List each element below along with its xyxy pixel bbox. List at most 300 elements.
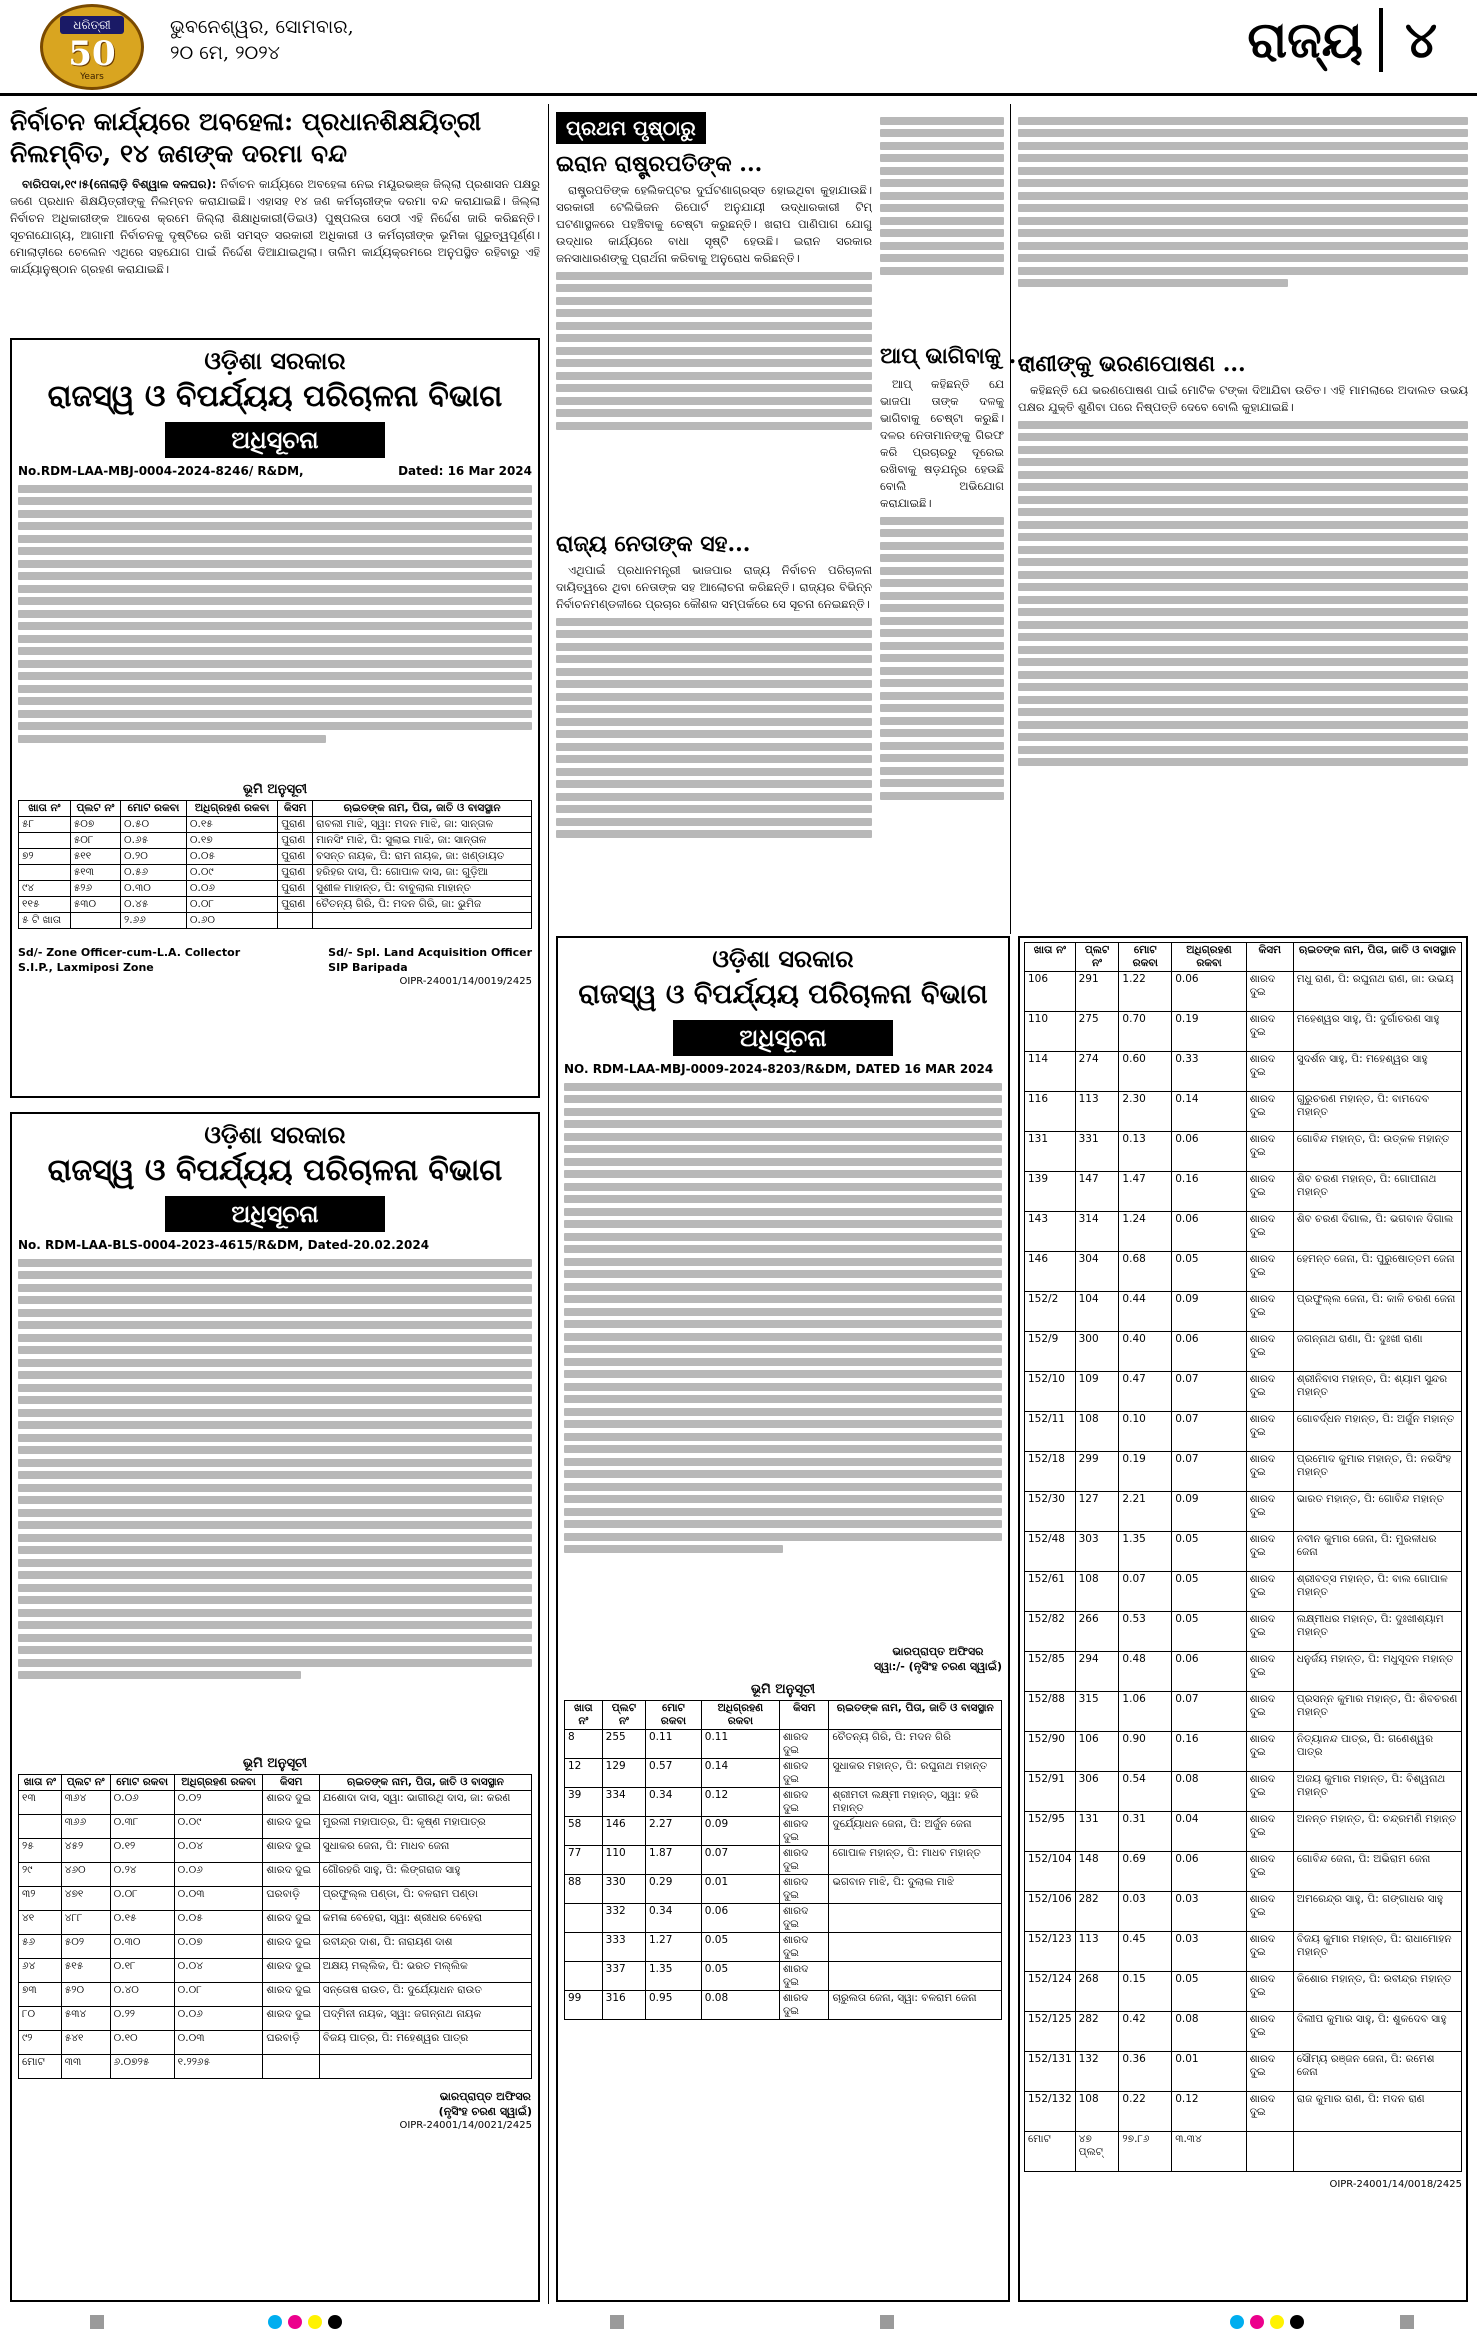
table-cell: ଗୋବର୍ଦ୍ଧନ ମହାନ୍ତ, ପି: ଅର୍ଜୁନ ମହାନ୍ତ	[1293, 1412, 1461, 1452]
table-cell: ୦.୧୫	[186, 817, 277, 833]
notice3-sign: ଭାରପ୍ରାପ୍ତ ଅଫିସର	[892, 1645, 984, 1658]
table-row	[1025, 1932, 1462, 1972]
table-cell: ପୁରାଣ	[278, 849, 313, 865]
table-row	[19, 1791, 532, 1815]
column-rule	[548, 104, 549, 2304]
table-header-cell: କିସମ	[278, 801, 313, 817]
table-cell: 0.09	[701, 1817, 779, 1846]
schedule-code: OIPR-24001/14/0018/2425	[1329, 2179, 1462, 2190]
table-cell: ୩୩	[61, 2055, 110, 2079]
table-cell: ୦.୦୯	[186, 865, 277, 881]
table-row	[1025, 1092, 1462, 1132]
table-cell: ସୁଧାକର ଜେନା, ପି: ମାଧବ ଜେନା	[319, 1839, 531, 1863]
table-cell: ଘରବାଡ଼ି	[263, 1887, 319, 1911]
table-cell: ୫୬	[19, 1935, 62, 1959]
table-cell: ଶାରଦ ଦୁଇ	[1246, 1612, 1293, 1652]
table-cell: ୯୨	[19, 2031, 62, 2055]
table-cell: 0.01	[1172, 2052, 1246, 2092]
table-cell: 152/95	[1025, 1812, 1076, 1852]
print-cyan-mark	[1230, 2315, 1244, 2329]
table-cell	[829, 1904, 1002, 1933]
story1-body	[556, 182, 872, 542]
table-row	[1025, 1892, 1462, 1932]
table-cell: 127	[1075, 1492, 1119, 1532]
table-cell: ଅନନ୍ତ ମହାନ୍ତ, ପି: ଚନ୍ଦ୍ରମଣି ମହାନ୍ତ	[1293, 1812, 1461, 1852]
lead-article	[10, 176, 540, 326]
table-cell: 1.35	[646, 1962, 702, 1991]
table-header-cell: ମୋଟ ରକବା	[646, 1701, 702, 1730]
table-cell: 0.06	[1172, 1652, 1246, 1692]
table-cell: ଚୈତନ୍ୟ ଗିରି, ପି: ମଦନ ଗିରି	[829, 1730, 1002, 1759]
table-header-cell: ଋଇତଙ୍କ ନାମ, ପିତା, ଜାତି ଓ ବାସସ୍ଥାନ	[829, 1701, 1002, 1730]
table-row	[1025, 1612, 1462, 1652]
story3-body	[880, 376, 1004, 932]
table-row	[19, 881, 532, 897]
table-cell: ୧୧୫	[19, 897, 71, 913]
lead-body: ନିର୍ବାଚନ କାର୍ଯ୍ୟରେ ଅବହେଳା ନେଇ ମୟୂରଭଞ୍ଜ ଜିଲ୍ଲା ପ୍ରଶାସନ ପକ୍ଷରୁ ଜଣେ ପ୍ରଧାନ ଶିକ୍ଷୟିତ୍ରୀଙ୍କୁ ନିଲମ୍ବନ କରାଯାଇଛି। ଏହାସହ ୧୪ ଜଣ କର୍ମଚାରୀଙ୍କ ଦରମା ବନ୍ଦ କରାଯାଇଛି। ଜିଲ୍ଲା ନିର୍ବାଚନ ଅଧିକାରୀଙ୍କ ଆଦେଶ କ୍ରମେ ଜିଲ୍ଲା ଶିକ୍ଷାଧିକାରୀ(ଡିଇଓ) ପୁଷ୍ପଲତା ସେଠୀ ଏହି ନିର୍ଦ୍ଦେଶ ଜାରି କରିଛନ୍ତି। ସୂଚନାଯୋଗ୍ୟ, ଆଗାମୀ ନିର୍ବାଚନକୁ ଦୃଷ୍ଟିରେ ରଖି ସମସ୍ତ ସରକାରୀ ଅଧିକାରୀ ଓ କର୍ମଚାରୀଙ୍କ ଭୂମିକା ଗୁରୁତ୍ୱପୂର୍ଣ୍ଣ। ମୋଲାଡ଼ୀରେ ଚେଲେନ ଏଥିରେ ସହଯୋଗ ପାଇଁ ନିର୍ଦ୍ଦେଶ ଦିଆଯାଇଥିଲା। ତାଲିମ କାର୍ଯ୍ୟକ୍ରମରେ ଅନୁପସ୍ଥିତ ରହିବାରୁ ଏହି କାର୍ଯ୍ୟାନୁଷ୍ଠାନ ଗ୍ରହଣ କରାଯାଇଛି।	[10, 177, 540, 276]
table-cell: ୦.୨୪	[110, 1863, 174, 1887]
table-cell: ଶାରଦ ଦୁଇ	[779, 1962, 829, 1991]
table-cell: 0.22	[1119, 2092, 1172, 2132]
table-row	[1025, 1852, 1462, 1892]
table-cell: 0.53	[1119, 1612, 1172, 1652]
table-cell: 152/124	[1025, 1972, 1076, 2012]
table-cell: ୨.୬୬	[121, 913, 187, 929]
story1-more-text	[556, 267, 872, 434]
table-cell: 291	[1075, 972, 1119, 1012]
print-cyan-mark	[268, 2315, 282, 2329]
table-row	[1025, 1572, 1462, 1612]
table-cell: ଶାରଦ ଦୁଇ	[779, 1875, 829, 1904]
notice3-ref-line	[564, 1060, 1002, 1078]
table-cell: ୩.୩୪	[1172, 2132, 1246, 2172]
table-header-cell: ଋଇତଙ୍କ ନାମ, ପିତା, ଜାତି ଓ ବାସସ୍ଥାନ	[319, 1775, 531, 1791]
table-cell: ଶାରଦ ଦୁଇ	[1246, 1772, 1293, 1812]
table-cell: ଶାରଦ ଦୁଇ	[1246, 2012, 1293, 2052]
table-header-cell: ପ୍ଲଟ ନଂ	[70, 801, 120, 817]
print-gray-mark	[1400, 2315, 1414, 2329]
table-cell: 0.10	[1119, 1412, 1172, 1452]
table-cell: 0.05	[1172, 1532, 1246, 1572]
table-cell: 0.29	[646, 1875, 702, 1904]
table-cell: 282	[1075, 1892, 1119, 1932]
notice2-code: OIPR-24001/14/0021/2425	[399, 2120, 532, 2131]
table-cell: 99	[565, 1991, 603, 2020]
table-cell: ୦.୦୭	[174, 1935, 263, 1959]
table-cell: ୫ ଟି ଖାତା	[19, 913, 71, 929]
table-cell: ଶାରଦ ଦୁଇ	[1246, 1932, 1293, 1972]
table-cell: ଶାରଦ ଦୁଇ	[1246, 1012, 1293, 1052]
table-cell: 268	[1075, 1972, 1119, 2012]
print-yellow-mark	[1270, 2315, 1284, 2329]
table-row	[19, 1935, 532, 1959]
notice2-schedule-title: ଭୂମି ଅନୁସୂଚୀ	[242, 1756, 308, 1771]
table-cell: ମୋଟ	[19, 2055, 62, 2079]
table-cell: ଶାରଦ ଦୁଇ	[1246, 1292, 1293, 1332]
table-cell: 0.08	[1172, 2012, 1246, 2052]
print-magenta-mark	[1250, 2315, 1264, 2329]
table-header-cell: କିସମ	[1246, 943, 1293, 972]
table-row	[565, 1904, 1002, 1933]
table-cell: ୨୫	[19, 1839, 62, 1863]
table-cell: ଶାରଦ ଦୁଇ	[1246, 1692, 1293, 1732]
table-cell: ୮୦	[19, 2007, 62, 2031]
notice2-table	[18, 1774, 532, 2079]
table-cell: 152/106	[1025, 1892, 1076, 1932]
notice1-ref-line	[18, 462, 532, 480]
table-cell: 0.08	[701, 1991, 779, 2020]
table-cell: ୦.୫୬	[121, 865, 187, 881]
table-header-cell: ପ୍ଲଟ ନଂ	[1075, 943, 1119, 972]
table-header-row	[19, 801, 532, 817]
notice2-sign2: (ନୃସିଂହ ଚରଣ ସ୍ୱାଇଁ)	[438, 2105, 532, 2118]
table-cell: 77	[565, 1846, 603, 1875]
table-cell: ସୁଧାକର ମହାନ୍ତ, ପି: ରଘୁନାଥ ମହାନ୍ତ	[829, 1759, 1002, 1788]
table-cell: ଶାରଦ ଦୁଇ	[263, 1815, 319, 1839]
table-cell: ପ୍ରସନ୍ନ କୁମାର ମହାନ୍ତ, ପି: ଶିବଚରଣ ମହାନ୍ତ	[1293, 1692, 1461, 1732]
table-cell: ୦.୦୬	[186, 881, 277, 897]
anniversary-logo	[40, 4, 144, 90]
table-cell: 131	[1075, 1812, 1119, 1852]
table-cell: 0.05	[1172, 1252, 1246, 1292]
table-cell	[565, 1962, 603, 1991]
table-cell: 146	[1025, 1252, 1076, 1292]
table-row	[1025, 1812, 1462, 1852]
table-cell: ୦.୦୮	[110, 1887, 174, 1911]
table-row	[565, 1962, 1002, 1991]
table-cell: ମୁରଲୀ ମହାପାତ୍ର, ପି: କୃଷ୍ଣ ମହାପାତ୍ର	[319, 1815, 531, 1839]
table-cell: 0.90	[1119, 1732, 1172, 1772]
table-cell: 108	[1075, 1412, 1119, 1452]
table-header-cell: ମୋଟ ରକବା	[1119, 943, 1172, 972]
notice1-signatures	[18, 945, 532, 975]
table-cell: ଶାରଦ ଦୁଇ	[1246, 1092, 1293, 1132]
table-cell: ୬୪	[19, 1959, 62, 1983]
table-row	[1025, 1172, 1462, 1212]
table-cell: ଶ୍ରୀନିବାସ ମହାନ୍ତ, ପି: ଶ୍ୟାମ ସୁନ୍ଦର ମହାନ୍ତ	[1293, 1372, 1461, 1412]
table-cell: 152/90	[1025, 1732, 1076, 1772]
table-cell: 331	[1075, 1132, 1119, 1172]
column-continuation	[880, 112, 1004, 342]
table-cell: 0.07	[701, 1846, 779, 1875]
column4-text	[1018, 112, 1468, 292]
table-cell: 106	[1075, 1732, 1119, 1772]
table-cell: 106	[1025, 972, 1076, 1012]
table-cell: ଶିବ ଚରଣ ମହାନ୍ତ, ପି: ଗୋପୀନାଥ ମହାନ୍ତ	[1293, 1172, 1461, 1212]
story3-more-text	[880, 512, 1004, 804]
table-cell: ଶାରଦ ଦୁଇ	[1246, 1492, 1293, 1532]
story4-text: କହିଛନ୍ତି ଯେ ଭରଣପୋଷଣ ପାଇଁ ମୋଟିକ ଟଙ୍କା ଦିଆଯିବା ଉଚିତ। ଏହି ମାମଲାରେ ଅଦାଲତ ଉଭୟ ପକ୍ଷର ଯୁକ୍ତି ଶୁଣିବା ପରେ ନିଷ୍ପତ୍ତି ଦେବେ ବୋଲି କୁହାଯାଇଛି।	[1018, 383, 1468, 414]
table-cell: ଭଗବାନ ମାଝି, ପି: ଦୁଲାଲ ମାଝି	[829, 1875, 1002, 1904]
dateline	[170, 14, 354, 66]
table-cell: 0.14	[701, 1759, 779, 1788]
table-cell: 0.12	[701, 1788, 779, 1817]
table-cell: ୦.୦୬	[110, 1791, 174, 1815]
table-cell: ଲକ୍ଷ୍ମୀଧର ମହାନ୍ତ, ପି: ଦୁଃଖୀଶ୍ୟାମ ମହାନ୍ତ	[1293, 1612, 1461, 1652]
table-row	[565, 1759, 1002, 1788]
table-cell: ପୁରାଣ	[278, 897, 313, 913]
table-cell: 8	[565, 1730, 603, 1759]
print-magenta-mark	[288, 2315, 302, 2329]
table-cell: ୪୧	[19, 1911, 62, 1935]
table-cell: 0.07	[1172, 1692, 1246, 1732]
table-row	[19, 2055, 532, 2079]
table-cell: ବସନ୍ତ ନାୟକ, ପି: ରାମ ନାୟକ, ଜା: ଖଣ୍ଡାୟତ	[313, 849, 532, 865]
logo-years-label: Years	[80, 72, 104, 82]
table-cell: ୯୪	[19, 881, 71, 897]
table-cell	[70, 913, 120, 929]
table-cell: ଶାରଦ ଦୁଇ	[779, 1788, 829, 1817]
table-cell: 304	[1075, 1252, 1119, 1292]
table-header-cell: ପ୍ଲଟ ନଂ	[61, 1775, 110, 1791]
table-cell: ହରିହର ଦାସ, ପି: ଗୋପାଳ ଦାସ, ଜା: ଗୁଡ଼ିଆ	[313, 865, 532, 881]
table-cell: ୨୯	[19, 1863, 62, 1887]
table-header-cell: ଖାତା ନଂ	[1025, 943, 1076, 972]
table-cell: 152/18	[1025, 1452, 1076, 1492]
table-row	[1025, 2012, 1462, 2052]
table-cell	[565, 1933, 603, 1962]
table-cell: ଶାରଦ ଦୁଇ	[1246, 1412, 1293, 1452]
table-cell: ଶାରଦ ଦୁଇ	[263, 1911, 319, 1935]
table-cell: 116	[1025, 1092, 1076, 1132]
table-cell: 131	[1025, 1132, 1076, 1172]
table-row	[1025, 1252, 1462, 1292]
table-cell: କମଳା ବେହେରା, ସ୍ୱା: ଶ୍ରୀଧର ବେହେରା	[319, 1911, 531, 1935]
table-cell: ଶାରଦ ଦୁଇ	[1246, 1172, 1293, 1212]
table-cell: ୪୮୮	[61, 1911, 110, 1935]
table-cell: 274	[1075, 1052, 1119, 1092]
table-cell: ହେମନ୍ତ ଜେନା, ପି: ପୁରୁଷୋତ୍ତମ ଜେନା	[1293, 1252, 1461, 1292]
notice3-table	[564, 1700, 1002, 2020]
table-cell: 332	[602, 1904, 645, 1933]
table-cell: ୫୪୧	[61, 2031, 110, 2055]
table-cell: ୨୭.୮୬	[1119, 2132, 1172, 2172]
table-cell: ସୌମ୍ୟ ରଞ୍ଜନ ଜେନା, ପି: ରମେଶ ଜେନା	[1293, 2052, 1461, 2092]
schedule-table	[1024, 942, 1462, 2172]
notice-box-2	[10, 1112, 540, 2302]
table-cell: 152/123	[1025, 1932, 1076, 1972]
table-cell: ୦.୦୩	[174, 2031, 263, 2055]
table-row	[1025, 1532, 1462, 1572]
table-cell: ଶାରଦ ଦୁଇ	[263, 1935, 319, 1959]
table-cell: 152/11	[1025, 1412, 1076, 1452]
table-cell: 0.13	[1119, 1132, 1172, 1172]
table-cell: ଶାରଦ ଦୁଇ	[263, 2007, 319, 2031]
table-row	[1025, 1292, 1462, 1332]
lead-dateline: ବାରିପଦା,୧୯।୫(ନୋଲାଡ଼ି ବିଶ୍ୱାଳ ଦଳଘର):	[22, 177, 217, 191]
table-cell: 303	[1075, 1532, 1119, 1572]
table-row	[1025, 1212, 1462, 1252]
front-page-kicker: ପ୍ରଥମ ପୃଷ୍ଠାରୁ	[556, 112, 706, 144]
table-cell: 0.06	[1172, 1332, 1246, 1372]
table-cell: 152/2	[1025, 1292, 1076, 1332]
dateline-date: ୨୦ ମେ, ୨୦୨୪	[170, 42, 280, 64]
notice1-body-text	[18, 480, 532, 780]
section-name: ରାଜ୍ୟ	[1247, 10, 1363, 69]
table-row	[1025, 1132, 1462, 1172]
table-row	[1025, 2132, 1462, 2172]
table-cell: 152/125	[1025, 2012, 1076, 2052]
table-cell: ଶାରଦ ଦୁଇ	[1246, 1892, 1293, 1932]
table-cell: ୫୧୧	[70, 849, 120, 865]
table-cell: 0.07	[1172, 1372, 1246, 1412]
table-cell: 282	[1075, 2012, 1119, 2052]
table-cell: ଗୋପାଳ ମହାନ୍ତ, ପି: ମାଧବ ମହାନ୍ତ	[829, 1846, 1002, 1875]
table-header-cell: ଖାତା ନଂ	[19, 1775, 62, 1791]
table-cell: 152/30	[1025, 1492, 1076, 1532]
table-cell	[319, 2055, 531, 2079]
table-cell: ଦିଲୀପ କୁମାର ସାହୁ, ପି: ଶୁକଦେବ ସାହୁ	[1293, 2012, 1461, 2052]
table-cell: 294	[1075, 1652, 1119, 1692]
dateline-place-day: ଭୁବନେଶ୍ୱର, ସୋମବାର,	[170, 16, 354, 38]
table-cell: 1.47	[1119, 1172, 1172, 1212]
notice3-dept: ରାଜସ୍ୱ ଓ ବିପର୍ଯ୍ୟୟ ପରିଚାଳନା ବିଭାଗ	[578, 979, 988, 1010]
table-cell	[565, 1904, 603, 1933]
table-cell: ଶାରଦ ଦୁଇ	[1246, 1252, 1293, 1292]
table-row	[1025, 2092, 1462, 2132]
column-rule	[1010, 104, 1011, 934]
table-cell: ୫୦୭	[70, 817, 120, 833]
table-cell: 132	[1075, 2052, 1119, 2092]
table-row	[1025, 2052, 1462, 2092]
table-header-cell: ଋଇତଙ୍କ ନାମ, ପିତା, ଜାତି ଓ ବାସସ୍ଥାନ	[313, 801, 532, 817]
table-row	[19, 1959, 532, 1983]
table-cell: ଶାରଦ ଦୁଇ	[1246, 1812, 1293, 1852]
table-cell: ଗୁରୁଚରଣ ମହାନ୍ତ, ପି: ବାମଦେବ ମହାନ୍ତ	[1293, 1092, 1461, 1132]
notice2-body-text	[18, 1254, 532, 1754]
notice-box-3	[556, 936, 1010, 2302]
table-cell: ଗୌରହରି ସାହୁ, ପି: ଲିଙ୍ଗରାଜ ସାହୁ	[319, 1863, 531, 1887]
story4-more-text	[1018, 416, 1468, 771]
print-gray-mark	[610, 2315, 624, 2329]
table-cell: 0.33	[1172, 1052, 1246, 1092]
table-cell: ମହେଶ୍ୱର ସାହୁ, ପି: ଦୁର୍ଗାଚରଣ ସାହୁ	[1293, 1012, 1461, 1052]
story3-headline: ଆପ୍ ଭାଗିବାକୁ ...	[880, 343, 1032, 369]
table-cell: 2.30	[1119, 1092, 1172, 1132]
table-cell: 0.05	[1172, 1612, 1246, 1652]
table-cell: 0.40	[1119, 1332, 1172, 1372]
table-header-cell: ଅଧିଗ୍ରହଣ ରକବା	[174, 1775, 263, 1791]
table-cell: ୦.୬୦	[186, 913, 277, 929]
story2-headline: ରାଜ୍ୟ ନେତାଙ୍କ ସହ...	[556, 531, 751, 557]
notice1-schedule-title: ଭୂମି ଅନୁସୂଚୀ	[242, 782, 308, 797]
table-cell: 0.57	[646, 1759, 702, 1788]
story2-text: ଏଥିପାଇଁ ପ୍ରଧାନମନ୍ତ୍ରୀ ଭାଜପାର ରାଜ୍ୟ ନିର୍ବାଚନ ପରିଚାଳନା ଦାୟିତ୍ୱରେ ଥିବା ନେତାଙ୍କ ସହ ଆଲୋଚନା କରିଛନ୍ତି। ରାଜ୍ୟର ବିଭିନ୍ନ ନିର୍ବାଚନମଣ୍ଡଳୀରେ ପ୍ରଚାର କୌଶଳ ସମ୍ପର୍କରେ ସେ ସୂଚନା ନେଇଛନ୍ତି।	[556, 563, 872, 611]
table-cell: 0.68	[1119, 1252, 1172, 1292]
table-row	[19, 1983, 532, 2007]
table-cell: ୦.୪୫	[121, 897, 187, 913]
table-cell: 1.27	[646, 1933, 702, 1962]
story1-headline: ଇରାନ ରାଷ୍ଟ୍ରପତିଙ୍କ ...	[556, 151, 763, 177]
table-cell: 1.35	[1119, 1532, 1172, 1572]
table-cell: 0.19	[1119, 1452, 1172, 1492]
table-cell: ଶାରଦ ଦୁଇ	[779, 1759, 829, 1788]
table-cell	[829, 1962, 1002, 1991]
table-cell: ମଧୁ ରାଣ, ପି: ରଘୁନାଥ ରାଣ, ଜା: ଉଭୟ	[1293, 972, 1461, 1012]
table-row	[19, 1911, 532, 1935]
table-cell: 0.69	[1119, 1852, 1172, 1892]
table-cell: 1.22	[1119, 972, 1172, 1012]
table-cell: 0.06	[1172, 1212, 1246, 1252]
table-cell: 0.34	[646, 1904, 702, 1933]
table-cell: 1.06	[1119, 1692, 1172, 1732]
story4-headline: ରାଣୀଙ୍କୁ ଭରଣପୋଷଣ ...	[1018, 351, 1246, 377]
table-cell: ୦.୩୮	[110, 1815, 174, 1839]
table-cell: ସୁଦର୍ଶନ ସାହୁ, ପି: ମହେଶ୍ୱର ସାହୁ	[1293, 1052, 1461, 1092]
table-cell: ପ୍ରମୋଦ କୁମାର ମହାନ୍ତ, ପି: ନରସିଂହ ମହାନ୍ତ	[1293, 1452, 1461, 1492]
table-cell	[19, 1815, 62, 1839]
table-cell	[829, 1933, 1002, 1962]
table-cell: ଅଜୟ କୁମାର ମହାନ୍ତ, ପି: ବିଶ୍ୱନାଥ ମହାନ୍ତ	[1293, 1772, 1461, 1812]
table-row	[565, 1846, 1002, 1875]
table-header-cell: କିସମ	[263, 1775, 319, 1791]
table-row	[1025, 972, 1462, 1012]
table-cell: ୧.୨୨୬୫	[174, 2055, 263, 2079]
table-cell: 315	[1075, 1692, 1119, 1732]
table-cell: 316	[602, 1991, 645, 2020]
notice3-sign2: ସ୍ୱା:/- (ନୃସିଂହ ଚରଣ ସ୍ୱାଇଁ)	[873, 1660, 1002, 1673]
table-cell: ଶାରଦ ଦୁଇ	[1246, 1212, 1293, 1252]
table-cell: ୪୭ ପ୍ଲଟ୍	[1075, 2132, 1119, 2172]
table-cell: 129	[602, 1759, 645, 1788]
notice1-sign-left2: S.I.P., Laxmiposi Zone	[18, 961, 154, 974]
table-header-cell: ଋଇତଙ୍କ ନାମ, ପିତା, ଜାତି ଓ ବାସସ୍ଥାନ	[1293, 943, 1461, 972]
table-cell: ଶାରଦ ଦୁଇ	[779, 1846, 829, 1875]
print-gray-mark	[880, 2315, 894, 2329]
table-cell: 139	[1025, 1172, 1076, 1212]
table-cell: 2.27	[646, 1817, 702, 1846]
table-row	[565, 1788, 1002, 1817]
table-row	[1025, 1732, 1462, 1772]
table-cell: 275	[1075, 1012, 1119, 1052]
table-row	[565, 1730, 1002, 1759]
table-cell: ସନ୍ତୋଷ ରାଉତ, ପି: ଦୁର୍ଯ୍ୟୋଧନ ରାଉତ	[319, 1983, 531, 2007]
table-cell: 152/131	[1025, 2052, 1076, 2092]
table-cell: ଶାରଦ ଦୁଇ	[1246, 1132, 1293, 1172]
table-cell: ୪୫୨	[61, 1839, 110, 1863]
table-cell: ପଦ୍ମିନୀ ନାୟକ, ସ୍ୱା: ଜଗନ୍ନାଥ ନାୟକ	[319, 2007, 531, 2031]
table-cell: ୭୨	[19, 849, 71, 865]
table-cell: 333	[602, 1933, 645, 1962]
table-cell	[19, 833, 71, 849]
notice1-ref: No.RDM-LAA-MBJ-0004-2024-8246/ R&DM,	[18, 464, 304, 478]
table-cell: ୦.୧୮	[110, 1959, 174, 1983]
page-number: ୪	[1379, 8, 1437, 72]
table-cell: ଚୈତନ୍ୟ ଗିରି, ପି: ମଦନ ଗିରି, ଜା: ଭୁମିଜ	[313, 897, 532, 913]
table-cell: 0.14	[1172, 1092, 1246, 1132]
table-cell: 266	[1075, 1612, 1119, 1652]
table-cell: ଚାରୁଲତା ଜେନା, ସ୍ୱା: ବଳରାମ ଜେନା	[829, 1991, 1002, 2020]
notice2-dept: ରାଜସ୍ୱ ଓ ବିପର୍ଯ୍ୟୟ ପରିଚାଳନା ବିଭାଗ	[47, 1153, 503, 1188]
table-cell: 152/10	[1025, 1372, 1076, 1412]
table-cell: ଶ୍ରୀବତ୍ସ ମହାନ୍ତ, ପି: ବାଲ ଗୋପାଳ ମହାନ୍ତ	[1293, 1572, 1461, 1612]
table-cell: 0.70	[1119, 1012, 1172, 1052]
table-cell: 143	[1025, 1212, 1076, 1252]
table-cell: ଶାରଦ ଦୁଇ	[263, 1839, 319, 1863]
table-cell: 0.45	[1119, 1932, 1172, 1972]
print-black-mark	[1290, 2315, 1304, 2329]
table-cell: 2.21	[1119, 1492, 1172, 1532]
table-cell: 58	[565, 1817, 603, 1846]
table-cell: 0.06	[1172, 1852, 1246, 1892]
table-cell: 0.05	[701, 1933, 779, 1962]
table-cell: 0.48	[1119, 1652, 1172, 1692]
table-cell: 0.16	[1172, 1732, 1246, 1772]
table-cell: ୭୩	[19, 1983, 62, 2007]
table-cell: ଶାରଦ ଦୁଇ	[263, 1863, 319, 1887]
table-header-cell: କିସମ	[779, 1701, 829, 1730]
table-cell: 0.16	[1172, 1172, 1246, 1212]
